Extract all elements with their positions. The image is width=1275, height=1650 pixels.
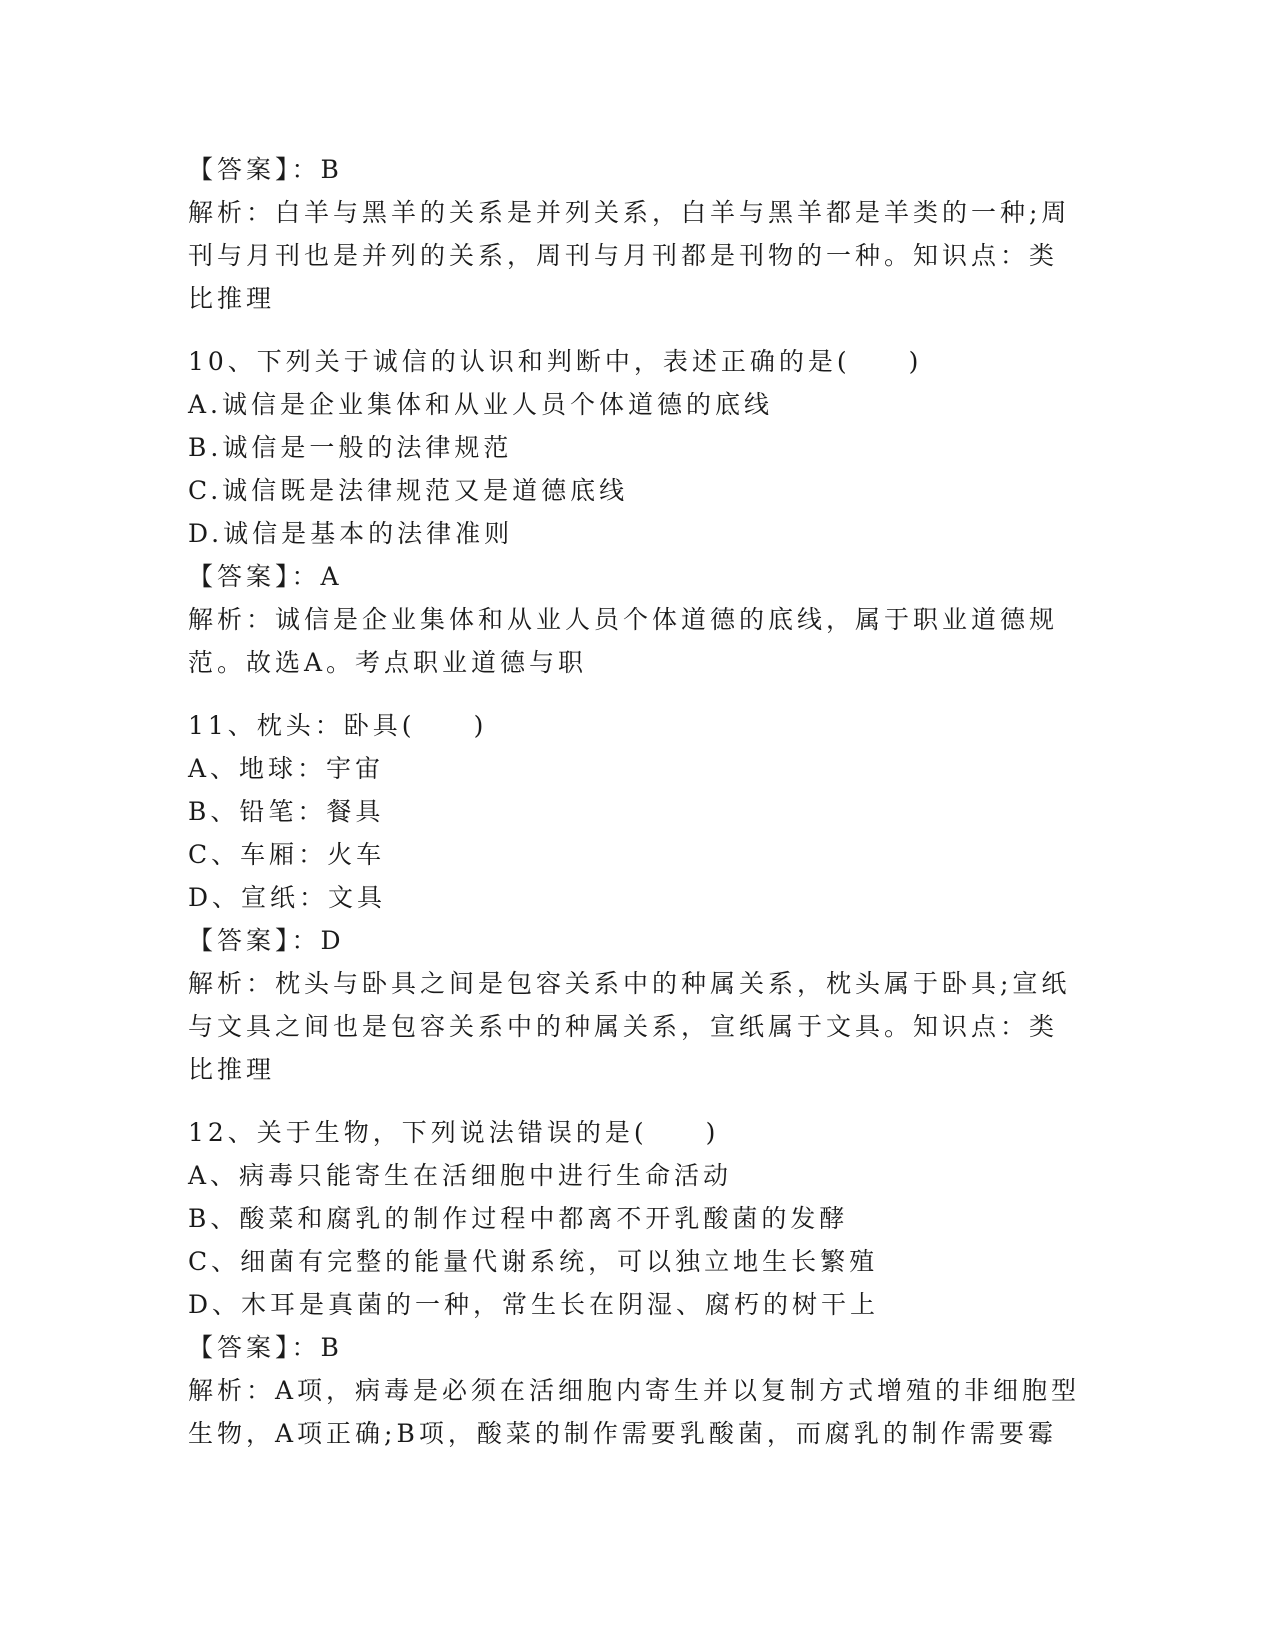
answer-line: 【答案】：D [188,926,345,955]
analysis-line: 与文具之间也是包容关系中的种属关系，宣纸属于文具。知识点：类 [188,1012,1059,1041]
question-12-block [188,1111,1088,1455]
question-stem: 11、枕头：卧具( ) [188,711,488,740]
analysis-line: 刊与月刊也是并列的关系，周刊与月刊都是刊物的一种。知识点：类 [188,241,1059,270]
analysis-line: 生物，A项正确;B项，酸菜的制作需要乳酸菌，而腐乳的制作需要霉 [188,1419,1057,1448]
option-a: A、病毒只能寄生在活细胞中进行生命活动 [188,1161,733,1190]
question-10-block [188,340,1088,684]
analysis-line: 解析：枕头与卧具之间是包容关系中的种属关系，枕头属于卧具;宣纸 [188,969,1071,998]
question-stem: 12、关于生物，下列说法错误的是( ) [188,1118,720,1147]
option-d: D、木耳是真菌的一种，常生长在阴湿、腐朽的树干上 [188,1290,880,1319]
analysis-line: 解析：A项，病毒是必须在活细胞内寄生并以复制方式增殖的非细胞型 [188,1376,1081,1405]
block-gap [188,320,1088,340]
question-11-block [188,704,1088,1091]
option-b: B.诚信是一般的法律规范 [188,433,513,462]
analysis-line: 解析：白羊与黑羊的关系是并列关系，白羊与黑羊都是羊类的一种;周 [188,198,1071,227]
block-gap [188,1091,1088,1111]
analysis-line: 解析：诚信是企业集体和从业人员个体道德的底线，属于职业道德规 [188,605,1059,634]
document-page [188,148,1088,1455]
analysis-line: 范。故选A。考点职业道德与职 [188,648,588,677]
option-c: C、车厢：火车 [188,840,386,869]
option-c: C.诚信既是法律规范又是道德底线 [188,476,629,505]
question-9-answer-block [188,148,1088,320]
answer-line: 【答案】：B [188,155,343,184]
option-b: B、酸菜和腐乳的制作过程中都离不开乳酸菌的发酵 [188,1204,849,1233]
option-d: D、宣纸：文具 [188,883,387,912]
option-b: B、铅笔：餐具 [188,797,385,826]
question-stem: 10、下列关于诚信的认识和判断中，表述正确的是( ) [188,347,923,376]
answer-line: 【答案】：B [188,1333,343,1362]
block-gap [188,684,1088,704]
option-a: A、地球：宇宙 [188,754,385,783]
analysis-line: 比推理 [188,1055,276,1084]
option-a: A.诚信是企业集体和从业人员个体道德的底线 [188,390,774,419]
option-c: C、细菌有完整的能量代谢系统，可以独立地生长繁殖 [188,1247,879,1276]
answer-line: 【答案】：A [188,562,343,591]
analysis-line: 比推理 [188,284,276,313]
option-d: D.诚信是基本的法律准则 [188,519,514,548]
